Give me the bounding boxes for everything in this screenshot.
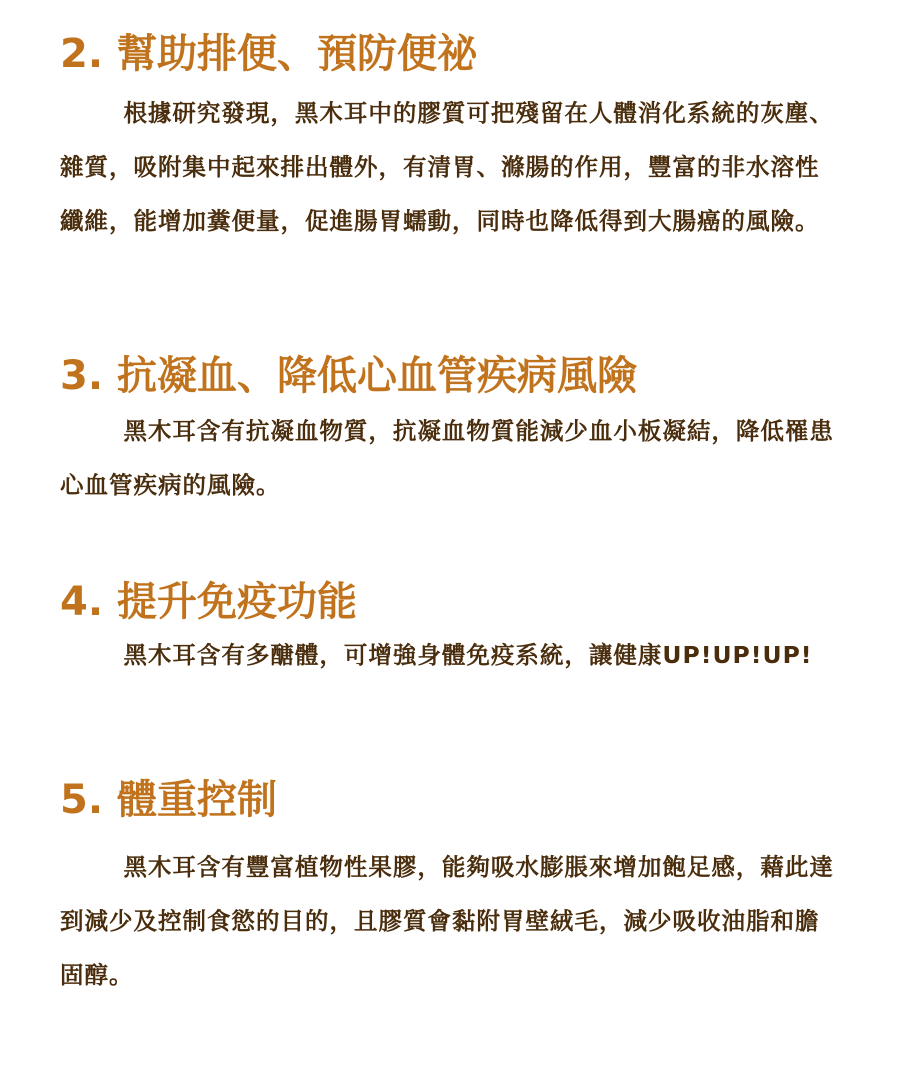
section-weight-control xyxy=(60,776,840,1002)
section-heading: 3. 抗凝血、降低心血管疾病風險 xyxy=(60,353,637,399)
section-anticoagulant xyxy=(60,352,840,512)
section-heading: 5. 體重控制 xyxy=(60,777,277,823)
section-immunity xyxy=(60,578,840,682)
section-heading: 4. 提升免疫功能 xyxy=(60,579,357,625)
section-paragraph: 根據研究發現，黑木耳中的膠質可把殘留在人體消化系統的灰塵、雜質，吸附集中起來排出體外，有清胃、滌腸的作用，豐富的非水溶性纖維，能增加糞便量，促進腸胃蠕動，同時也降低得到大腸癌的風險。 xyxy=(60,99,834,235)
section-constipation xyxy=(60,30,840,248)
section-paragraph: 黑木耳含有豐富植物性果膠，能夠吸水膨脹來增加飽足感，藉此達到減少及控制食慾的目的，且膠質會黏附胃壁絨毛，減少吸收油脂和膽固醇。 xyxy=(60,853,834,989)
section-heading: 2. 幫助排便、預防便祕 xyxy=(60,31,477,77)
section-paragraph: 黑木耳含有多醣體，可增強身體免疫系統，讓健康UP!UP!UP! xyxy=(123,641,813,669)
section-paragraph: 黑木耳含有抗凝血物質，抗凝血物質能減少血小板凝結，降低罹患心血管疾病的風險。 xyxy=(60,417,834,499)
